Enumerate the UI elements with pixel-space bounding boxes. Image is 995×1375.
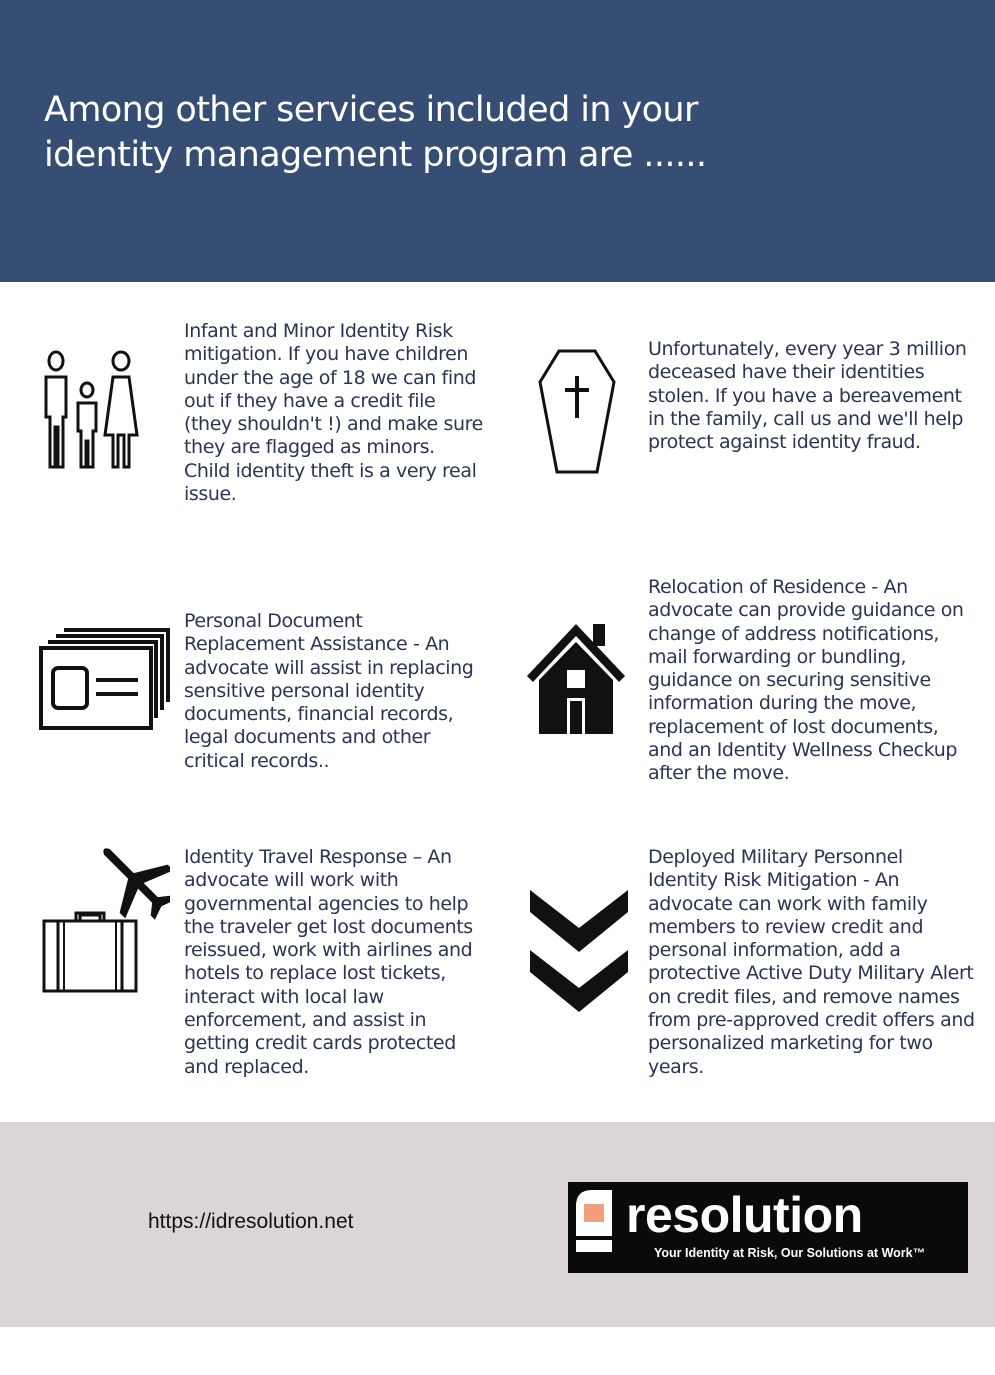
service-travel-response: Identity Travel Response – An advocate will work with governmental agencies to help the traveler get lost documents reissued, work with airlines and hotels to replace lost tickets, interact with local law enforcement, and assist in getting credit cards protected and replaced. xyxy=(184,846,473,1078)
service-military-deployment: Deployed Military Personnel Identity Risk Mitigation - An advocate can work with family members to review credit and personal information, add a protective Active Duty Military Alert on credit files, and remove names from pre-approved credit offers and personalized marketing for two years. xyxy=(648,846,975,1078)
logo-tagline: Your Identity at Risk, Our Solutions at Work™ xyxy=(654,1246,926,1260)
service-minor-identity: Infant and Minor Identity Risk mitigation. If you have children under the age of 18 we can find out if they have a credit file (they shouldn't !) and make sure they are flagged as minors. Child identity theft is a very real issue. xyxy=(184,320,483,506)
service-document-replacement: Personal Document Replacement Assistance - An advocate will assist in replacing sensitive personal identity documents, financial records, legal documents and other critical records.. xyxy=(184,610,474,772)
service-relocation: Relocation of Residence - An advocate can provide guidance on change of address notifications, mail forwarding or bundling, guidance on securing sensitive information during the move, replacement of lost documents, and an Identity Wellness Checkup after the move. xyxy=(648,576,964,785)
airplane-luggage-icon xyxy=(40,845,170,995)
id-cards-icon xyxy=(38,626,172,732)
id-logo-icon xyxy=(568,1182,628,1273)
logo-wordmark: resolution xyxy=(626,1187,863,1243)
header-banner xyxy=(0,0,995,282)
resolution-logo xyxy=(568,1182,968,1273)
coffin-icon xyxy=(537,348,617,476)
service-deceased-identity: Unfortunately, every year 3 million deceased have their identities stolen. If you have a bereavement in the family, call us and we'll help protect against identity fraud. xyxy=(648,338,967,454)
website-link[interactable]: https://idresolution.net xyxy=(148,1210,354,1233)
page-title: Among other services included in your identity management program are ...... xyxy=(44,90,707,175)
military-chevron-icon xyxy=(530,888,628,1016)
house-icon xyxy=(525,620,627,736)
family-icon xyxy=(40,345,140,470)
